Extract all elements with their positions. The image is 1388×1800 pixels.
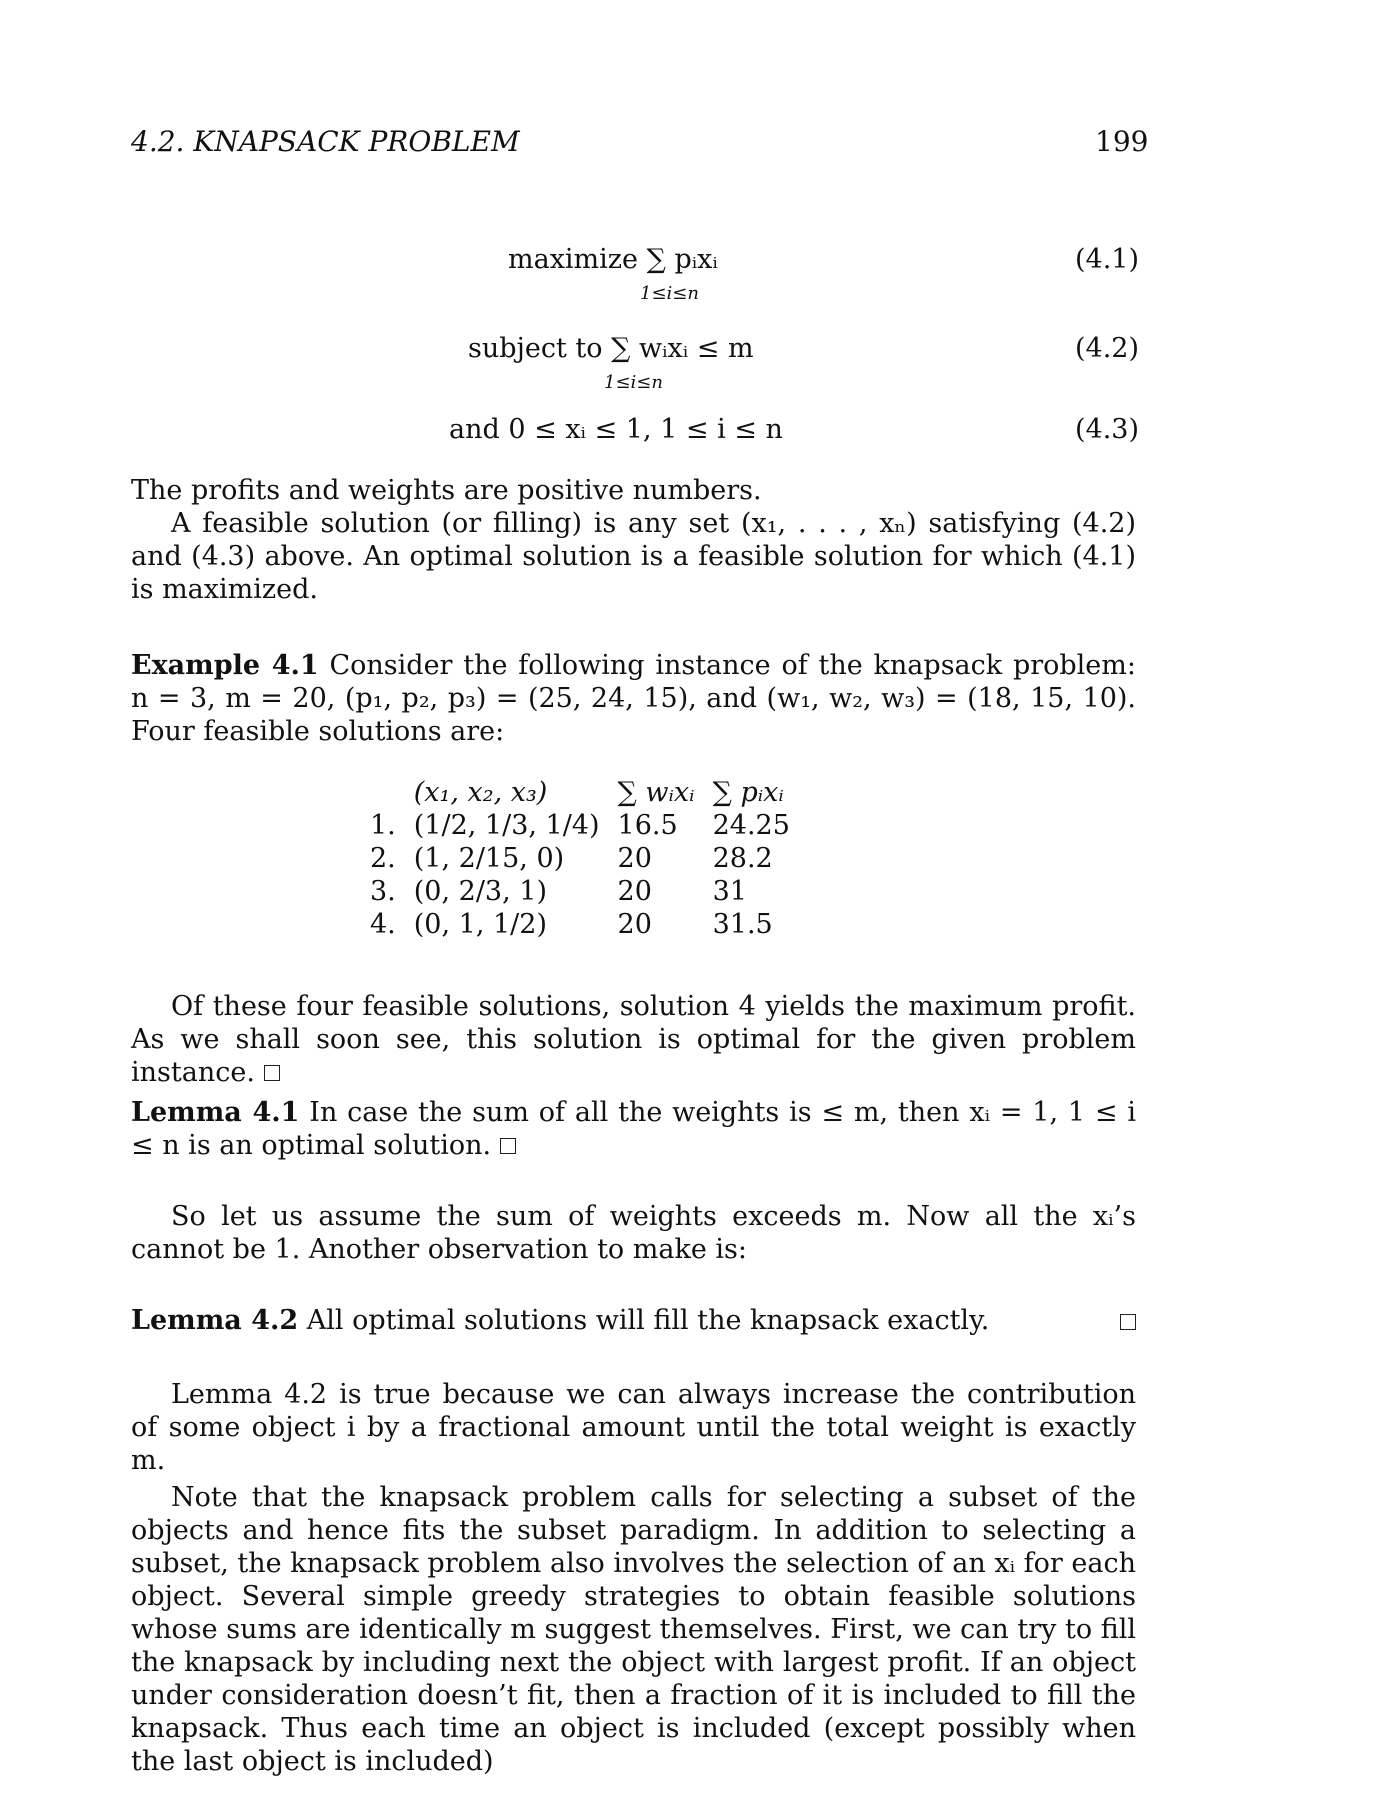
after-table-text: Of these four feasible solutions, solution 4 yields the maximum profit. As we shall soon see, this solution is optimal for the given problem instance. bbox=[131, 991, 1136, 1088]
qed-icon bbox=[1120, 1314, 1136, 1330]
lemma-4-1-title: Lemma 4.1 bbox=[131, 1097, 300, 1128]
lemma-4-2 bbox=[131, 1304, 1136, 1337]
table-cell: 20 bbox=[617, 909, 652, 940]
table-cell: 20 bbox=[617, 876, 652, 907]
intro-paragraphs bbox=[131, 474, 1136, 606]
table-cell: 3. bbox=[370, 876, 396, 907]
table-cell: (0, 2/3, 1) bbox=[413, 876, 547, 907]
equation-4-2-label: (4.2) bbox=[1075, 333, 1140, 364]
table-cell: 16.5 bbox=[617, 810, 678, 841]
table-cell: 1. bbox=[370, 810, 396, 841]
table-header-cell: ∑ pᵢxᵢ bbox=[712, 777, 784, 808]
equation-4-3: and 0 ≤ xᵢ ≤ 1, 1 ≤ i ≤ n bbox=[449, 414, 783, 445]
table-header-row bbox=[370, 776, 808, 809]
lemma-4-1 bbox=[131, 1096, 1136, 1162]
closing-paragraphs bbox=[131, 1378, 1136, 1778]
table-header-cell: (x₁, x₂, x₃) bbox=[413, 777, 548, 808]
example-title: Example 4.1 bbox=[131, 650, 319, 681]
table-cell: 4. bbox=[370, 909, 396, 940]
table-header-cell bbox=[370, 776, 414, 809]
equation-4-1: maximize ∑ pᵢxᵢ bbox=[508, 244, 718, 275]
greedy-strategies-text: Note that the knapsack problem calls for selecting a subset of the objects and hence fits the subset paradigm. In addition to selecting a subset, the knapsack problem also involves the selection of an xᵢ for each object. Several simple greedy strategies to obtain feasible solutions whose sums are identically m suggest themselves. First, we can try to fill the knapsack by including next the object with largest profit. If an object under consideration doesn’t fit, then a fraction of it is included to fill the knapsack. Thus each time an object is included (except possibly when the last object is included) bbox=[131, 1482, 1136, 1777]
table-header-cell: ∑ wᵢxᵢ bbox=[617, 777, 695, 808]
page-number: 199 bbox=[1095, 125, 1149, 158]
assumption-text: So let us assume the sum of weights exceeds m. Now all the xᵢ’s cannot be 1. Another observation to make is: bbox=[131, 1201, 1136, 1265]
table-row bbox=[370, 908, 808, 941]
example-4-1 bbox=[131, 649, 1136, 748]
table-cell: 28.2 bbox=[712, 843, 773, 874]
table-cell: 24.25 bbox=[712, 810, 790, 841]
equation-4-2-range: 1≤i≤n bbox=[604, 372, 663, 393]
equation-4-3-label: (4.3) bbox=[1075, 414, 1140, 445]
lemma-explanation: Lemma 4.2 is true because we can always increase the contribution of some object i by a fractional amount until the total weight is exactly m. bbox=[131, 1379, 1136, 1476]
equation-4-1-range: 1≤i≤n bbox=[640, 283, 699, 304]
table-cell: 2. bbox=[370, 843, 396, 874]
table-cell: 31.5 bbox=[712, 909, 773, 940]
after-table-paragraph bbox=[131, 990, 1136, 1089]
table-row bbox=[370, 842, 808, 875]
positive-numbers-text: The profits and weights are positive numbers. bbox=[131, 475, 762, 506]
running-header: 4.2. KNAPSACK PROBLEM bbox=[131, 125, 520, 158]
lemma-4-1-text: In case the sum of all the weights is ≤ m, then xᵢ = 1, 1 ≤ i ≤ n is an optimal solution. bbox=[131, 1097, 1137, 1161]
example-text: Consider the following instance of the knapsack problem: n = 3, m = 20, (p₁, p₂, p₃) = (25, 24, 15), and (w₁, w₂, w₃) = (18, 15, 10). Four feasible solutions are: bbox=[131, 650, 1136, 747]
assumption-paragraph bbox=[131, 1200, 1136, 1266]
table-cell: (1/2, 1/3, 1/4) bbox=[413, 810, 600, 841]
feasible-solution-definition: A feasible solution (or filling) is any set (x₁, . . . , xₙ) satisfying (4.2) and (4.3) above. An optimal solution is a feasible solution for which (4.1) is maximized. bbox=[131, 508, 1136, 605]
table-row bbox=[370, 809, 808, 842]
table-cell: (1, 2/15, 0) bbox=[413, 843, 565, 874]
equation-4-1-label: (4.1) bbox=[1075, 244, 1140, 275]
table-cell: (0, 1, 1/2) bbox=[413, 909, 547, 940]
equation-4-2: subject to ∑ wᵢxᵢ ≤ m bbox=[468, 333, 754, 364]
qed-icon bbox=[500, 1138, 516, 1154]
feasible-solutions-table bbox=[370, 776, 808, 941]
lemma-4-2-qed bbox=[1120, 1314, 1136, 1334]
table-row bbox=[370, 875, 808, 908]
lemma-4-2-text: All optimal solutions will fill the knapsack exactly. bbox=[298, 1305, 990, 1336]
table-cell: 31 bbox=[712, 876, 747, 907]
lemma-4-2-title: Lemma 4.2 bbox=[131, 1305, 299, 1336]
qed-icon bbox=[264, 1065, 280, 1081]
table-cell: 20 bbox=[617, 843, 652, 874]
